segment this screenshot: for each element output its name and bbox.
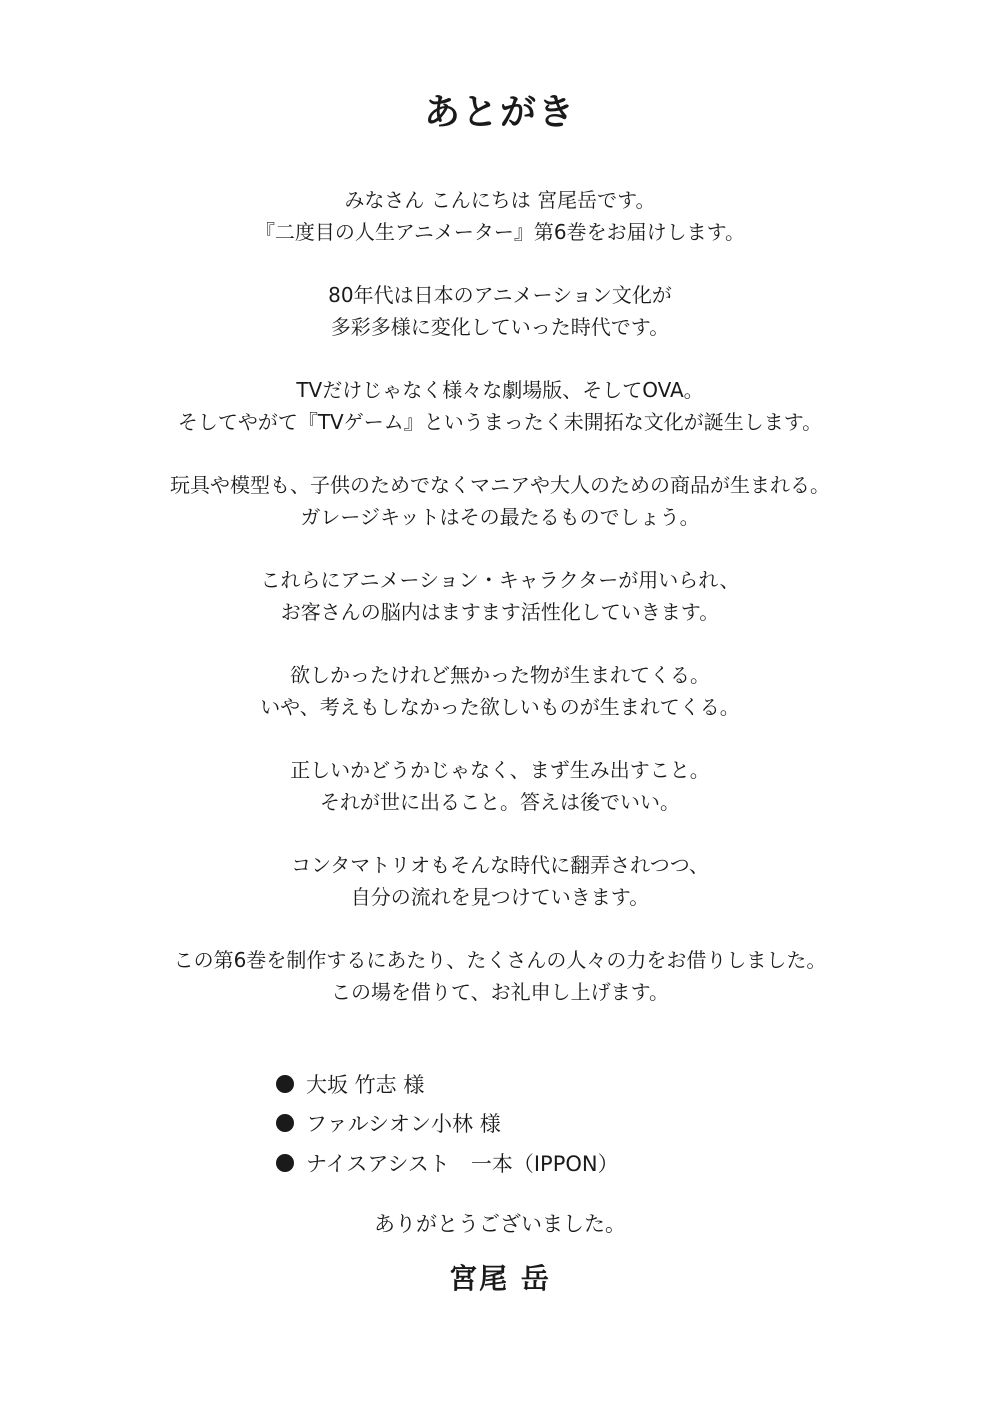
paragraph <box>100 754 900 818</box>
paragraph-line: コンタマトリオもそんな時代に翻弄されつつ、 <box>291 853 709 877</box>
paragraph-line: みなさん こんにちは 宮尾岳です。 <box>344 188 656 212</box>
paragraph <box>100 184 900 248</box>
thanks-name: 大坂 竹志 様 <box>306 1073 425 1097</box>
paragraph-line: そしてやがて『TVゲーム』というまったく未開拓な文化が誕生します。 <box>177 410 823 434</box>
thanks-item <box>276 1105 776 1141</box>
paragraph <box>100 659 900 723</box>
paragraph <box>100 279 900 343</box>
paragraph-line: ガレージキットはその最たるものでしょう。 <box>300 505 700 529</box>
paragraph-line: お客さんの脳内はますます活性化していきます。 <box>280 600 720 624</box>
author-signature: 宮尾 岳 <box>449 1262 551 1295</box>
paragraph-line: この場を借りて、お礼申し上げます。 <box>331 980 669 1004</box>
paragraph <box>100 469 900 533</box>
thanks-name: ナイスアシスト 一本（IPPON） <box>306 1152 619 1176</box>
thanks-list <box>276 1066 776 1184</box>
paragraph-line: 80年代は日本のアニメーション文化が <box>328 283 672 307</box>
thanks-name: ファルシオン小林 様 <box>306 1112 501 1136</box>
afterword-body <box>100 184 900 1039</box>
thanks-item <box>276 1145 776 1181</box>
paragraph-line: 正しいかどうかじゃなく、まず生み出すこと。 <box>290 758 710 782</box>
bullet-icon <box>276 1154 294 1172</box>
paragraph-line: この第6巻を制作するにあたり、たくさんの人々の力をお借りしました。 <box>173 948 827 972</box>
paragraph <box>100 849 900 913</box>
paragraph-line: これらにアニメーション・キャラクターが用いられ、 <box>260 568 740 592</box>
paragraph-line: 自分の流れを見つけていきます。 <box>350 885 650 909</box>
paragraph-line: 多彩多様に変化していった時代です。 <box>330 315 670 339</box>
thanks-item <box>276 1066 776 1102</box>
page-title: あとがき <box>423 92 576 133</box>
paragraph <box>100 944 900 1008</box>
paragraph-line: 欲しかったけれど無かった物が生まれてくる。 <box>290 663 710 687</box>
bullet-icon <box>276 1075 294 1093</box>
paragraph-line: TVだけじゃなく様々な劇場版、そしてOVA。 <box>296 378 704 402</box>
paragraph-line: 『二度目の人生アニメーター』第6巻をお届けします。 <box>254 220 746 244</box>
paragraph-line: 玩具や模型も、子供のためでなくマニアや大人のための商品が生まれる。 <box>170 473 830 497</box>
paragraph <box>100 564 900 628</box>
closing-text: ありがとうございました。 <box>374 1212 626 1236</box>
paragraph-line: いや、考えもしなかった欲しいものが生まれてくる。 <box>260 695 740 719</box>
bullet-icon <box>276 1114 294 1132</box>
paragraph-line: それが世に出ること。答えは後でいい。 <box>320 790 680 814</box>
paragraph <box>100 374 900 438</box>
